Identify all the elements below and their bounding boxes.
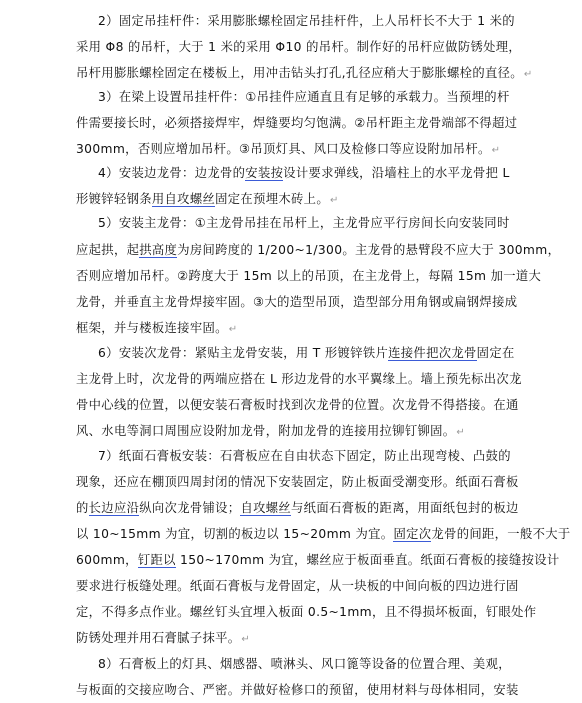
text-segment: 龙骨，并垂直主龙骨焊接牢固。③大的造型吊顶，造型部分用角钢或扁钢焊接成 [76, 295, 518, 309]
text-segment: 7）纸面石膏板安装：石膏板应在自由状态下固定，防止出现弯棱、凸鼓的 [98, 449, 511, 463]
paragraph-mark-icon: ↵ [523, 69, 533, 80]
text-segment: 以 10~15mm 为宜，切割的板边以 15~20mm 为宜。 [76, 527, 394, 541]
text-line [76, 136, 520, 162]
text-segment: 4）安装边龙骨：边龙骨的 [98, 166, 246, 180]
text-segment: 定，不得多点作业。螺丝钉头宜埋入板面 0.5~1mm，且不得损坏板面，钉眼处作 [76, 605, 537, 619]
text-line [76, 289, 520, 315]
text-segment: 框架，并与楼板连接牢固。 [76, 321, 228, 335]
text-line [98, 210, 520, 236]
text-segment: 2）固定吊挂杆件：采用膨胀螺栓固定吊挂杆件，上人吊杆长不大于 1 米的 [98, 14, 515, 28]
underlined-text: 安装按 [245, 166, 284, 180]
text-line [76, 547, 560, 573]
underlined-text: 拱高度 [139, 243, 178, 257]
text-segment: 龙骨的间距，一般不大于 [431, 527, 571, 541]
underlined-text: 固定次 [393, 527, 432, 541]
text-line [76, 418, 520, 444]
text-line [76, 573, 520, 599]
text-segment: 8）石膏板上的灯具、烟感器、喷淋头、风口篦等设备的位置合理、美观， [98, 657, 511, 671]
text-segment: 防锈处理并用石膏腻子抹平。 [76, 631, 241, 645]
text-line [98, 8, 520, 34]
text-segment: 600mm， [76, 553, 138, 567]
underlined-text: 钉距以 [137, 553, 176, 567]
text-segment: 现象，还应在棚顶四周封闭的情况下安装固定，防止板面受潮变形。纸面石膏板 [76, 475, 519, 489]
paragraph-mark-icon: ↵ [329, 195, 339, 206]
text-segment: 为房间跨度的 1/200~1/300。主龙骨的悬臂段不应大于 300mm， [177, 243, 561, 257]
text-line [76, 34, 520, 60]
text-segment: 采用 Φ8 的吊杆，大于 1 米的采用 Φ10 的吊杆。制作好的吊杆应做防锈处理， [76, 40, 522, 54]
text-line [76, 237, 561, 263]
paragraph-mark-icon: ↵ [241, 634, 251, 645]
text-line [76, 186, 520, 212]
text-line [98, 443, 520, 469]
text-segment: 纵向次龙骨铺设； [139, 501, 241, 515]
underlined-text: 用自攻螺丝 [151, 192, 216, 206]
text-segment: 要求进行板缝处理。纸面石膏板与龙骨固定，从一块板的中间向板的四边进行固 [76, 579, 519, 593]
text-line [98, 84, 520, 110]
text-segment: 骨中心线的位置，以便安装石膏板时找到次龙骨的位置。次龙骨不得搭接。在通 [76, 398, 519, 412]
text-segment: 设计要求弹线，沿墙柱上的水平龙骨把 L [283, 166, 510, 180]
text-segment: 件需要接长时，必须搭接焊牢，焊缝要均匀饱满。②吊杆距主龙骨端部不得超过 [76, 116, 518, 130]
underlined-text: 自攻螺丝 [240, 501, 292, 515]
text-segment: 吊杆用膨胀螺栓固定在楼板上，用冲击钻头打孔,孔径应稍大于膨胀螺栓的直径。 [76, 66, 523, 80]
text-line [76, 60, 533, 86]
text-segment: 应起拱，起 [76, 243, 140, 257]
text-line [76, 677, 520, 703]
text-segment: 5）安装主龙骨：①主龙骨吊挂在吊杆上，主龙骨应平行房间长向安装同时 [98, 216, 510, 230]
text-segment: 的 [76, 501, 89, 515]
text-segment: 固定在 [476, 346, 515, 360]
text-line [76, 625, 520, 651]
text-segment: 300mm，否则应增加吊杆。③吊顶灯具、风口及检修口等应设附加吊杆。 [76, 142, 491, 156]
text-segment: 风、水电等洞口周围应设附加龙骨，附加龙骨的连接用拉铆钉铆固。 [76, 424, 456, 438]
text-line [98, 340, 520, 366]
text-segment: 与板面的交接应吻合、严密。并做好检修口的预留，使用材料与母体相同，安装 [76, 683, 519, 697]
underlined-text: 连接件把次龙骨 [388, 346, 477, 360]
text-segment: 150~170mm 为宜，螺丝应于板面垂直。纸面石膏板的接缝按设计 [175, 553, 560, 567]
text-line [76, 495, 520, 521]
text-line [76, 521, 571, 547]
text-line [76, 315, 520, 341]
paragraph-mark-icon: ↵ [491, 145, 501, 156]
text-segment: 6）安装次龙骨：紧贴主龙骨安装，用 T 形镀锌铁片 [98, 346, 389, 360]
text-line [98, 160, 520, 186]
paragraph-mark-icon: ↵ [456, 427, 466, 438]
text-line [76, 392, 520, 418]
text-segment: 与纸面石膏板的距离，用面纸包封的板边 [291, 501, 519, 515]
text-segment: 否则应增加吊杆。②跨度大于 15m 以上的吊顶，在主龙骨上，每隔 15m 加一道大 [76, 269, 542, 283]
text-line [76, 366, 520, 392]
text-segment: 3）在梁上设置吊挂杆件：①吊挂件应通直且有足够的承载力。当预埋的杆 [98, 90, 510, 104]
text-segment: 主龙骨上时，次龙骨的两端应搭在 L 形边龙骨的水平翼缘上。墙上预先标出次龙 [76, 372, 522, 386]
text-line [98, 651, 520, 677]
text-line [76, 263, 542, 289]
text-line [76, 110, 520, 136]
paragraph-mark-icon: ↵ [228, 324, 238, 335]
text-segment: 形镀锌轻钢条 [76, 192, 152, 206]
underlined-text: 长边应沿 [88, 501, 140, 515]
text-segment: 固定在预埋木砖上。 [215, 192, 329, 206]
text-line [76, 469, 520, 495]
text-line [76, 599, 537, 625]
